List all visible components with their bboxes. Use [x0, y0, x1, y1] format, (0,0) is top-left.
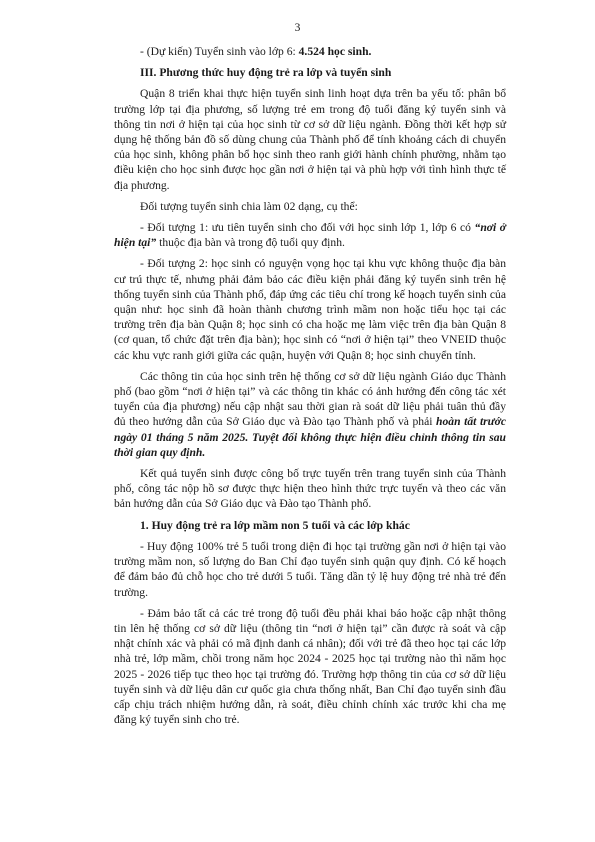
paragraph-two-groups: Đối tượng tuyển sinh chia làm 02 dạng, cụ thể: [140, 199, 358, 213]
paragraph-declare-update: - Đảm bảo tất cả các trẻ trong độ tuổi đều phải khai báo hoặc cập nhật thông tin lên hệ thống cơ sở dữ liệu (thông tin “nơi ở hiện tại” cần được rà soát và cập nhật chính xác và phải có mã định danh cá nhân); đối với trẻ đã theo học tại các lớp nhà trẻ, lớp mầm, chồi trong năm học 2024 - 2025 học tại trường nào thì năm học 2025 - 2026 tiếp tục theo học tại trường đó. Trường hợp thông tin của cơ sở dữ liệu tuyển sinh và dữ liệu dân cư quốc gia chưa thống nhất, Ban Chỉ đạo tuyển sinh đầu cấp chịu trách nhiệm hướng dẫn, rà soát, điều chỉnh chính xác trước khi cha mẹ đăng ký tuyển sinh cho trẻ. [114, 606, 506, 727]
data-deadline-emphasis: hoàn tất trước ngày 01 tháng 5 năm 2025. Tuyệt đối không thực hiện điều chỉnh thông tin sau thời gian quy định. [114, 415, 506, 459]
data-deadline-text: Các thông tin của học sinh trên hệ thống cơ sở dữ liệu ngành Giáo dục Thành phố (bao gồm “nơi ở hiện tại” và các thông tin khác có ảnh hưởng đến công tác xét tuyển của địa phương) nếu cập nhật sau thời gian rà soát dữ liệu phải tuân thủ đầy đủ theo hướng dẫn của Sở Giáo dục và Đào tạo Thành phố và phải [114, 369, 506, 429]
subsection-1-heading: 1. Huy động trẻ ra lớp mầm non 5 tuổi và các lớp khác [140, 518, 410, 532]
document-body [114, 44, 506, 727]
page-number: 3 [294, 22, 301, 34]
paragraph-preschool-5yo: - Huy động 100% trẻ 5 tuổi trong diện đi học tại trường gần nơi ở hiện tại vào trường mầm non, số lượng do Ban Chỉ đạo tuyển sinh quận quy định. Có kế hoạch để đảm bảo đủ chỗ học cho trẻ dưới 5 tuổi. Tăng dần tỷ lệ huy động trẻ nhà trẻ đến trường. [114, 539, 506, 599]
paragraph-group-2: - Đối tượng 2: học sinh có nguyện vọng học tại khu vực không thuộc địa bàn cư trú thực tế, nhưng phải đảm bảo các điều kiện phải đăng ký tuyển sinh trên hệ thống tuyển sinh của Thành phố, đáp ứng các tiêu chí trong kế hoạch tuyển sinh của quận như: học sinh đã hoàn thành chương trình mầm non hoặc tiểu học tại các trường trên địa bàn Quận 8; học sinh có cha hoặc mẹ làm việc trên địa bàn Quận 8 (cơ quan, tổ chức đặt trên địa bàn); học sinh có “nơi ở hiện tại” theo VNEID thuộc các khu vực ranh giới giữa các quận, huyện với Quận 8; học sinh chuyển tỉnh. [114, 257, 506, 362]
paragraph-district-method: Quận 8 triển khai thực hiện tuyển sinh linh hoạt dựa trên ba yếu tố: phân bổ trường lớp tại địa phương, số lượng trẻ em trong độ tuổi đăng ký tuyển sinh và thông tin nơi ở hiện tại của học sinh từ cơ sở dữ liệu ngành. Đồng thời kết hợp sử dụng hệ thống bản đồ số dùng chung của Thành phố để tính khoảng cách di chuyển của học sinh, không phân bổ học sinh theo ranh giới hành chính phường, nhằm tạo điều kiện cho học sinh được học gần nơi ở hiện tại và phù hợp với tình hình thực tế địa phương. [114, 87, 506, 192]
paragraph-results: Kết quả tuyển sinh được công bố trực tuyến trên trang tuyển sinh của Thành phố, công tác nộp hồ sơ được thực hiện theo hình thức trực tuyến và theo các văn bản hướng dẫn của Sở Giáo dục và Đào tạo Thành phố. [114, 467, 506, 511]
enrollment-grade-6-text: - (Dự kiến) Tuyển sinh vào lớp 6: [140, 45, 299, 58]
group-1-emphasis: “nơi ở hiện tại” [114, 221, 506, 250]
paragraph-data-deadline [114, 369, 506, 460]
section-iii-heading: III. Phương thức huy động trẻ ra lớp và tuyển sinh [140, 66, 392, 80]
paragraph-group-1 [114, 220, 506, 250]
group-1-text: - Đối tượng 1: ưu tiên tuyển sinh cho đối với học sinh lớp 1, lớp 6 có [140, 221, 475, 235]
enrollment-grade-6-count: 4.524 học sinh. [298, 45, 372, 58]
group-1-tail: thuộc địa bàn và trong độ tuổi quy định. [156, 236, 345, 250]
paragraph-enrollment-grade-6 [114, 44, 506, 59]
